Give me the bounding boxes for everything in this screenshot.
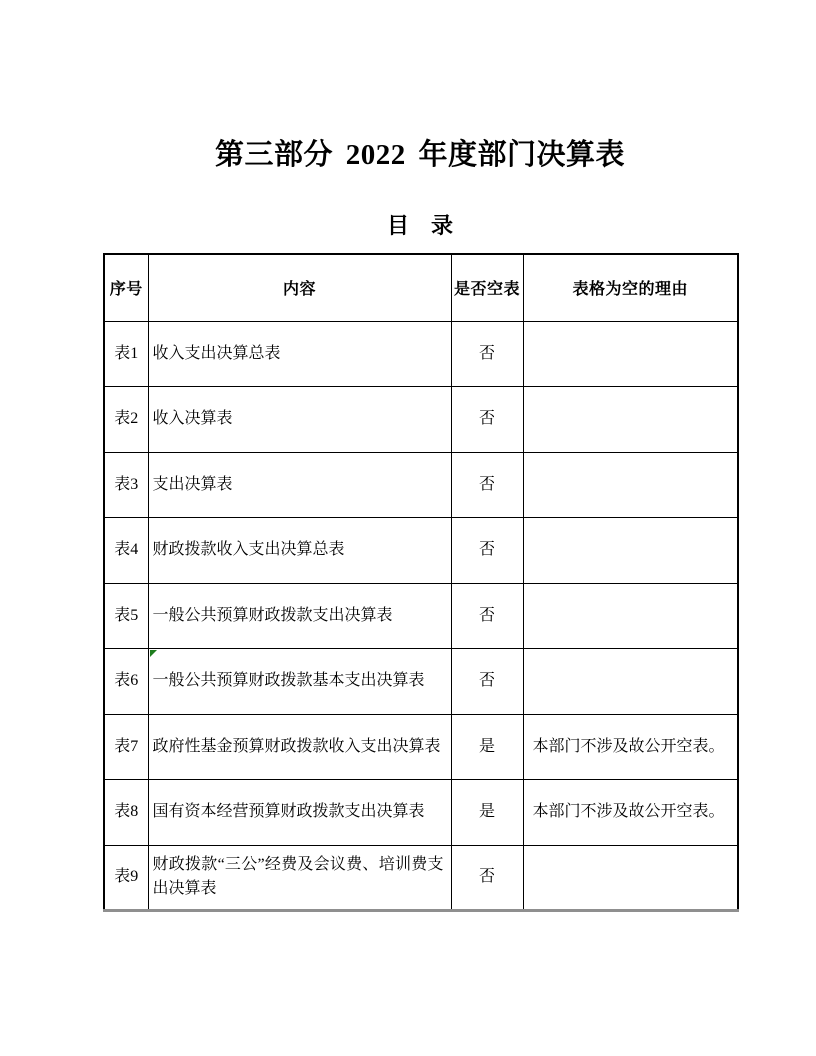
cell-content: 财政拨款收入支出决算总表 — [148, 518, 451, 584]
table-row — [104, 387, 738, 453]
table-row — [104, 583, 738, 649]
cell-serial: 表2 — [104, 387, 148, 453]
cell-reason — [523, 518, 738, 584]
header-row — [104, 254, 738, 321]
cell-reason — [523, 649, 738, 715]
cell-corner-marker-icon — [150, 650, 157, 657]
cell-content: 财政拨款“三公”经费及会议费、培训费支出决算表 — [148, 845, 451, 911]
cell-content: 国有资本经营预算财政拨款支出决算表 — [148, 780, 451, 846]
cell-is-empty: 否 — [451, 583, 523, 649]
toc-heading: 目 录 — [386, 213, 453, 238]
table-row — [104, 649, 738, 715]
cell-content: 一般公共预算财政拨款支出决算表 — [148, 583, 451, 649]
table-row — [104, 780, 738, 846]
column-header-content: 内容 — [148, 254, 451, 321]
column-header-serial: 序号 — [104, 254, 148, 321]
cell-is-empty: 否 — [451, 518, 523, 584]
table-row — [104, 845, 738, 911]
cell-serial: 表1 — [104, 321, 148, 387]
cell-serial: 表7 — [104, 714, 148, 780]
column-header-is-empty: 是否空表 — [451, 254, 523, 321]
cell-serial: 表8 — [104, 780, 148, 846]
cell-is-empty: 是 — [451, 714, 523, 780]
toc-table-header — [104, 254, 738, 321]
cell-is-empty: 否 — [451, 452, 523, 518]
cell-reason — [523, 845, 738, 911]
cell-is-empty: 否 — [451, 387, 523, 453]
cell-content: 一般公共预算财政拨款基本支出决算表 — [148, 649, 451, 715]
cell-serial: 表5 — [104, 583, 148, 649]
page-title: 第三部分 2022 年度部门决算表 — [214, 139, 625, 171]
table-row — [104, 714, 738, 780]
cell-content: 支出决算表 — [148, 452, 451, 518]
cell-is-empty: 否 — [451, 321, 523, 387]
cell-content: 政府性基金预算财政拨款收入支出决算表 — [148, 714, 451, 780]
cell-serial: 表3 — [104, 452, 148, 518]
cell-reason: 本部门不涉及故公开空表。 — [523, 714, 738, 780]
cell-reason — [523, 583, 738, 649]
cell-serial: 表4 — [104, 518, 148, 584]
table-row — [104, 321, 738, 387]
cell-serial: 表6 — [104, 649, 148, 715]
cell-content: 收入决算表 — [148, 387, 451, 453]
table-row — [104, 518, 738, 584]
cell-content: 收入支出决算总表 — [148, 321, 451, 387]
cell-is-empty: 是 — [451, 780, 523, 846]
cell-is-empty: 否 — [451, 649, 523, 715]
cell-reason: 本部门不涉及故公开空表。 — [523, 780, 738, 846]
cell-reason — [523, 321, 738, 387]
cell-is-empty: 否 — [451, 845, 523, 911]
toc-table-body — [104, 321, 738, 911]
cell-reason — [523, 452, 738, 518]
cell-serial: 表9 — [104, 845, 148, 911]
document-content — [103, 0, 737, 912]
column-header-reason: 表格为空的理由 — [523, 254, 738, 321]
table-row — [104, 452, 738, 518]
toc-table — [103, 253, 739, 912]
cell-reason — [523, 387, 738, 453]
